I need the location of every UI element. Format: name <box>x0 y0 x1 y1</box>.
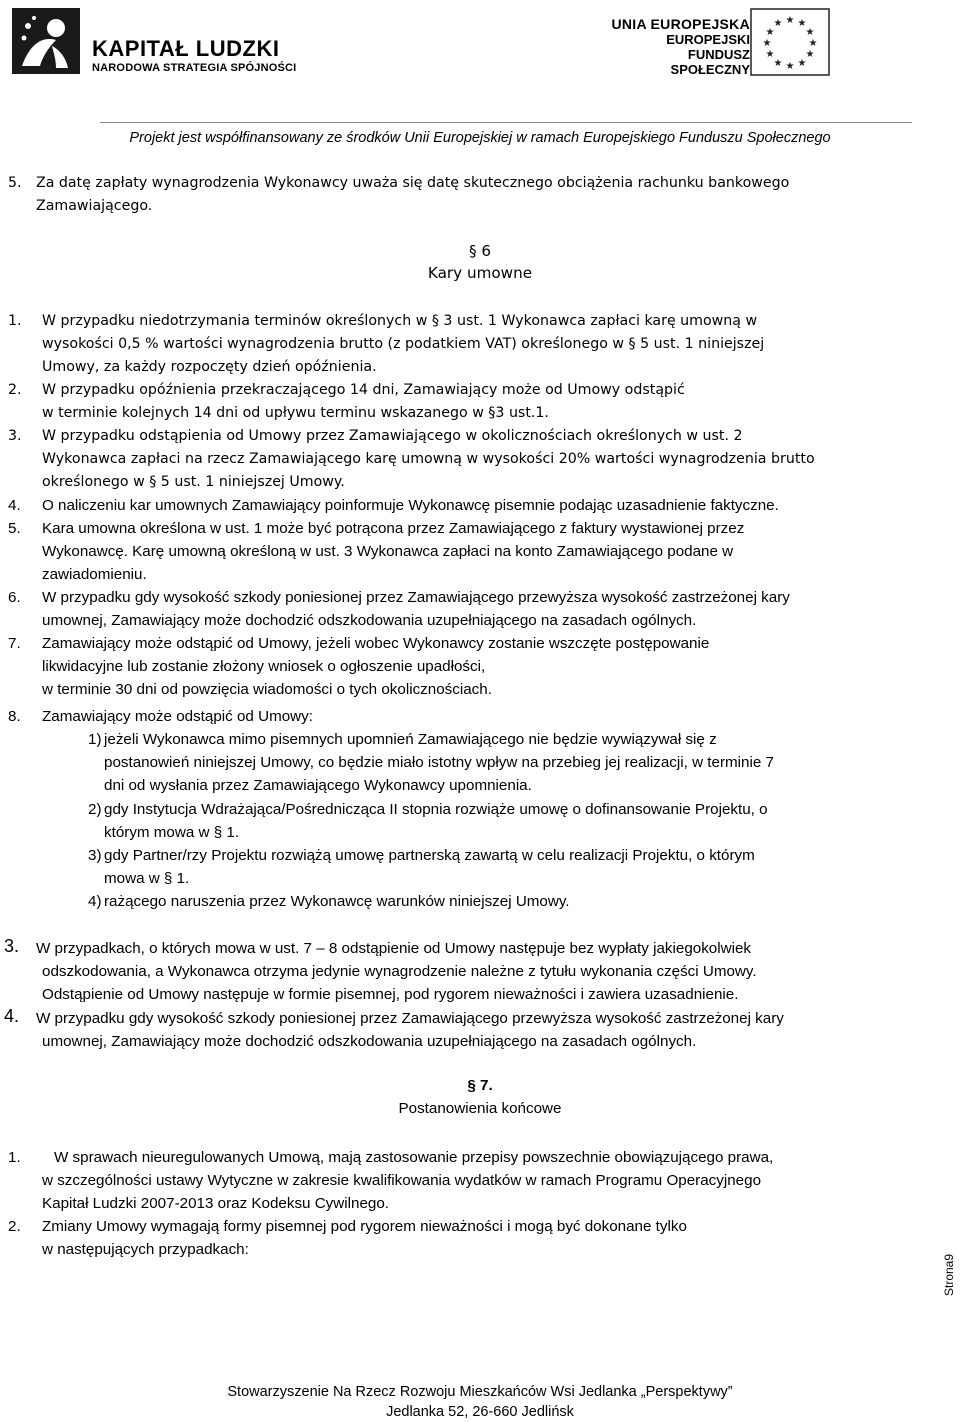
paragraph-line: w terminie 30 dni od powzięcia wiadomości o tych okolicznościach. <box>42 681 492 698</box>
subitem-number: 1) <box>88 731 102 748</box>
paragraph-line: gdy Instytucja Wdrażająca/Pośrednicząca II stopnia rozwiąże umowę o dofinansowanie Projektu, o <box>104 801 768 818</box>
paragraph-line: zawiadomieniu. <box>42 566 147 583</box>
subitem-number: 4) <box>88 893 102 910</box>
paragraph-line: W przypadku gdy wysokość szkody poniesionej przez Zamawiającego przewyższa wysokość zastrzeżonej kary <box>36 1010 784 1027</box>
paragraph-line: w następujących przypadkach: <box>42 1241 249 1258</box>
eu-logo <box>600 6 900 78</box>
kapital-ludzki-title: KAPITAŁ LUDZKI <box>92 36 280 61</box>
svg-text:★: ★ <box>805 27 815 38</box>
section-title: Kary umowne <box>427 264 533 282</box>
page-header <box>0 0 960 118</box>
paragraph-line: Za datę zapłaty wynagrodzenia Wykonawcy uważa się datę skutecznego obciążenia rachunku bankowego <box>36 175 790 191</box>
eu-text <box>610 16 750 77</box>
page-number-label <box>942 1246 960 1306</box>
svg-text:★: ★ <box>765 49 775 60</box>
paragraph-line: Wykonawca zapłaci na rzecz Zamawiającego karę umowną w wysokości 20% wartości wynagrodzenia brutto <box>42 451 815 467</box>
paragraph-line: rażącego naruszenia przez Wykonawcę warunków niniejszej Umowy. <box>104 893 570 910</box>
kapital-ludzki-subtitle: NARODOWA STRATEGIA SPÓJNOŚCI <box>92 62 297 74</box>
paragraph-line: W sprawach nieuregulowanych Umową, mają zastosowanie przepisy powszechnie obowiązującego prawa, <box>54 1149 774 1166</box>
kapital-ludzki-emblem-icon <box>12 8 80 74</box>
svg-text:★: ★ <box>797 18 807 29</box>
item-number: 5. <box>8 520 21 537</box>
item-number: 4. <box>8 497 21 514</box>
paragraph-line: określonego w § 5 ust. 1 niniejszej Umowy. <box>42 474 345 490</box>
svg-text:★: ★ <box>773 18 783 29</box>
paragraph-line: W przypadku odstąpienia od Umowy przez Zamawiającego w okolicznościach określonych w ust. 2 <box>42 428 743 444</box>
project-funding-note: Projekt jest współfinansowany ze środków Unii Europejskiej w ramach Europejskiego Funduszu Społecznego <box>129 130 831 146</box>
page-number: Strona9 <box>942 1253 956 1296</box>
paragraph-line: wysokości 0,5 % wartości wynagrodzenia brutto (z podatkiem VAT) określonego w § 5 ust. 1 niniejszej <box>42 336 765 352</box>
section-heading: § 6 <box>468 242 492 260</box>
svg-text:★: ★ <box>785 61 795 72</box>
subitem-number: 2) <box>88 801 102 818</box>
svg-text:★: ★ <box>785 15 795 26</box>
paragraph-line: dni od wysłania przez Zamawiającego Wykonawcy upomnienia. <box>104 777 532 794</box>
paragraph-line: Wykonawcę. Karę umowną określoną w ust. 3 Wykonawca zapłaci na konto Zamawiającego podane w <box>42 543 734 560</box>
section-heading: § 7. <box>467 1077 493 1094</box>
svg-text:★: ★ <box>808 38 818 49</box>
paragraph-line: Kara umowna określona w ust. 1 może być potrącona przez Zamawiającego z faktury wystawionej przez <box>42 520 745 537</box>
paragraph-line: Odstąpienie od Umowy następuje w formie pisemnej, pod rygorem nieważności i zawiera uzasadnienie. <box>42 986 739 1003</box>
paragraph-line: gdy Partner/rzy Projektu rozwiążą umowę partnerską zawartą w celu realizacji Projektu, o którym <box>104 847 755 864</box>
paragraph-line: postanowień niniejszej Umowy, co będzie miało istotny wpływ na przebieg jej realizacji, w terminie 7 <box>104 754 774 771</box>
header-divider <box>100 122 912 123</box>
svg-text:★: ★ <box>773 58 783 69</box>
svg-text:★: ★ <box>765 27 775 38</box>
paragraph-line: Zmiany Umowy wymagają formy pisemnej pod rygorem nieważności i mogą być dokonane tylko <box>42 1218 687 1235</box>
paragraph-line: W przypadku opóźnienia przekraczającego 14 dni, Zamawiający może od Umowy odstąpić <box>42 382 685 398</box>
paragraph-line: Zamawiający może odstąpić od Umowy, jeżeli wobec Wykonawcy zostanie wszczęte postępowanie <box>42 635 710 652</box>
paragraph-line: umownej, Zamawiający może dochodzić odszkodowania uzupełniającego na zasadach ogólnych. <box>42 612 697 629</box>
item-number: 1. <box>8 1149 21 1166</box>
paragraph-line: jeżeli Wykonawca mimo pisemnych upomnień Zamawiającego nie będzie wywiązywał się z <box>104 731 717 748</box>
paragraph-line: Zamawiającego. <box>36 198 153 214</box>
item-number: 7. <box>8 635 21 652</box>
svg-text:★: ★ <box>797 58 807 69</box>
paragraph-line: w szczególności ustawy Wytyczne w zakresie kwalifikowania wydatków w ramach Programu Operacyjnego <box>42 1172 762 1189</box>
paragraph-line: W przypadkach, o których mowa w ust. 7 – 8 odstąpienie od Umowy następuje bez wypłaty jakiegokolwiek <box>36 940 752 957</box>
item-number: 8. <box>8 708 21 725</box>
paragraph-line: O naliczeniu kar umownych Zamawiający poinformuje Wykonawcę pisemnie podając uzasadnienie faktyczne. <box>42 497 779 514</box>
paragraph-line: Kapitał Ludzki 2007-2013 oraz Kodeksu Cywilnego. <box>42 1195 389 1212</box>
item-number: 2. <box>8 1218 21 1235</box>
subitem-number: 3) <box>88 847 102 864</box>
svg-text:★: ★ <box>762 38 772 49</box>
paragraph-line: mowa w § 1. <box>104 870 190 887</box>
item-number: 3. <box>4 936 20 956</box>
eu-flag-icon <box>750 8 830 76</box>
paragraph-line: likwidacyjne lub zostanie złożony wniosek o ogłoszenie upadłości, <box>42 658 486 675</box>
paragraph-line: odszkodowania, a Wykonawca otrzyma jedynie wynagrodzenie należne z tytułu wykonania części Umowy. <box>42 963 757 980</box>
kapital-ludzki-logo <box>12 6 332 78</box>
paragraph-line: W przypadku gdy wysokość szkody poniesionej przez Zamawiającego przewyższa wysokość zastrzeżonej kary <box>42 589 790 606</box>
paragraph-line: W przypadku niedotrzymania terminów określonych w § 3 ust. 1 Wykonawca zapłaci karę umowną w <box>42 313 758 329</box>
item-number: 1. <box>8 313 22 329</box>
paragraph-line: którym mowa w § 1. <box>104 824 240 841</box>
paragraph-line: Umowy, za każdy rozpoczęty dzień opóźnienia. <box>42 359 377 375</box>
paragraph-line: umownej, Zamawiający może dochodzić odszkodowania uzupełniającego na zasadach ogólnych. <box>42 1033 697 1050</box>
section-title: Postanowienia końcowe <box>398 1100 562 1117</box>
item-number: 6. <box>8 589 21 606</box>
item-number: 5. <box>8 175 22 191</box>
paragraph-line: w terminie kolejnych 14 dni od upływu terminu wskazanego w §3 ust.1. <box>42 405 549 421</box>
footer-organization: Stowarzyszenie Na Rzecz Rozwoju Mieszkańców Wsi Jedlanka „Perspektywy” <box>227 1384 733 1400</box>
paragraph-line: Zamawiający może odstąpić od Umowy: <box>42 708 313 725</box>
eu-line2: EUROPEJSKI <box>666 32 750 47</box>
item-number: 4. <box>4 1006 20 1026</box>
footer-address: Jedlanka 52, 26-660 Jedlińsk <box>386 1404 574 1420</box>
eu-line3: FUNDUSZ SPOŁECZNY <box>670 47 750 77</box>
svg-text:★: ★ <box>805 49 815 60</box>
item-number: 2. <box>8 382 22 398</box>
eu-title: UNIA EUROPEJSKA <box>611 16 750 32</box>
item-number: 3. <box>8 428 22 444</box>
